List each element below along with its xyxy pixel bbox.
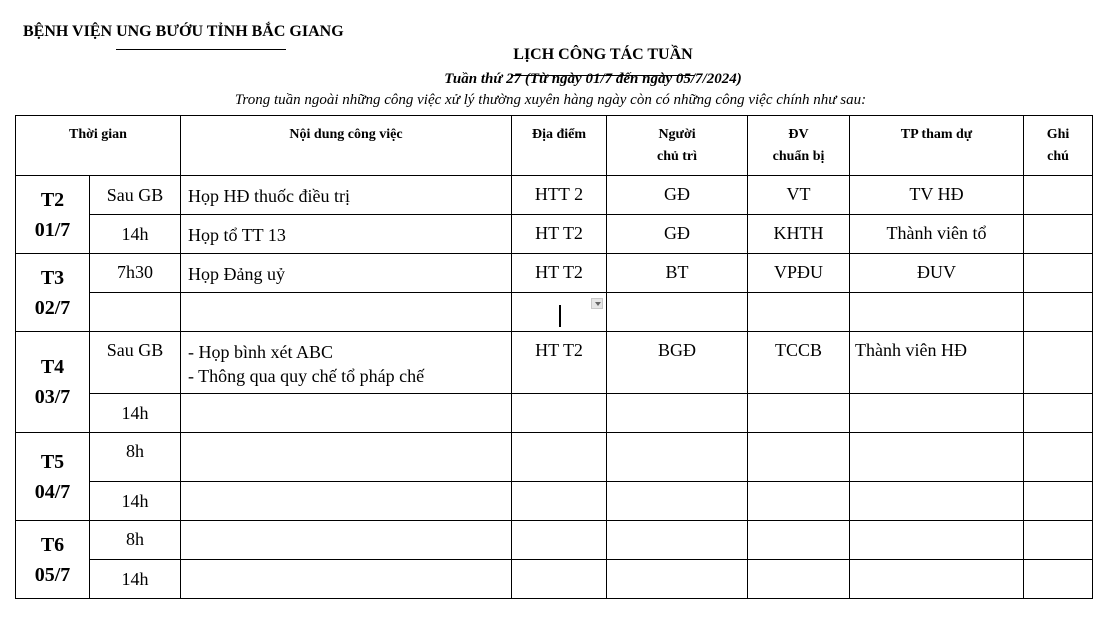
attendees-cell[interactable] [850, 293, 1024, 332]
content-cell[interactable]: Họp tổ TT 13 [181, 215, 512, 254]
intro-text: Trong tuần ngoài những công việc xử lý thường xuyên hàng ngày còn có những công việc chính như sau: [234, 92, 867, 108]
header-row [16, 116, 1093, 176]
note-cell[interactable] [1024, 560, 1093, 599]
table-row [16, 254, 1093, 293]
day-cell [16, 176, 90, 254]
header-attendees: TP tham dự [850, 116, 1024, 176]
table-row [16, 332, 1093, 394]
day-cell [16, 521, 90, 599]
time-cell[interactable]: 14h [90, 482, 181, 521]
time-cell[interactable]: 7h30 [90, 254, 181, 293]
content-cell[interactable]: Họp HĐ thuốc điều trị [181, 176, 512, 215]
prep-cell[interactable] [748, 560, 850, 599]
dropdown-arrow-icon[interactable] [591, 298, 603, 309]
note-cell[interactable] [1024, 433, 1093, 482]
day-label: T5 [40, 450, 65, 473]
location-cell[interactable]: HTT 2 [512, 176, 607, 215]
attendees-cell[interactable] [850, 521, 1024, 560]
time-cell[interactable]: Sau GB [90, 332, 181, 394]
table-row [16, 293, 1093, 332]
time-cell[interactable]: 8h [90, 521, 181, 560]
note-cell[interactable] [1024, 293, 1093, 332]
content-cell[interactable] [181, 293, 512, 332]
time-cell[interactable] [90, 293, 181, 332]
prep-cell[interactable]: TCCB [748, 332, 850, 394]
content-cell[interactable] [181, 560, 512, 599]
table-row [16, 176, 1093, 215]
prep-cell[interactable] [748, 394, 850, 433]
attendees-cell[interactable] [850, 560, 1024, 599]
note-cell[interactable] [1024, 332, 1093, 394]
week-subtitle: Tuần thứ 27 (Từ ngày 01/7 đến ngày 05/7/2024) [444, 71, 742, 87]
prep-cell[interactable] [748, 293, 850, 332]
content-cell[interactable] [181, 482, 512, 521]
header-host-line2: chủ trì [656, 149, 698, 164]
host-cell[interactable]: BT [607, 254, 748, 293]
content-line: - Thông qua quy chế tổ pháp chế [188, 366, 425, 386]
content-cell[interactable] [181, 433, 512, 482]
note-cell[interactable] [1024, 521, 1093, 560]
host-cell[interactable] [607, 394, 748, 433]
header-location: Địa điểm [512, 116, 607, 176]
note-cell[interactable] [1024, 394, 1093, 433]
schedule-table [15, 115, 1093, 599]
header-content: Nội dung công việc [181, 116, 512, 176]
day-date: 05/7 [34, 563, 71, 586]
content-cell[interactable] [181, 332, 512, 394]
host-cell[interactable] [607, 560, 748, 599]
attendees-cell[interactable]: Thành viên tổ [850, 215, 1024, 254]
day-date: 02/7 [34, 296, 71, 319]
time-cell[interactable]: Sau GB [90, 176, 181, 215]
location-cell[interactable] [512, 433, 607, 482]
host-cell[interactable] [607, 482, 748, 521]
note-cell[interactable] [1024, 254, 1093, 293]
note-cell[interactable] [1024, 482, 1093, 521]
content-cell[interactable] [181, 521, 512, 560]
header-prep [748, 116, 850, 176]
day-cell [16, 332, 90, 433]
content-cell[interactable]: Họp Đảng uỷ [181, 254, 512, 293]
header-prep-line1: ĐV [788, 127, 809, 142]
table-row [16, 482, 1093, 521]
table-row [16, 521, 1093, 560]
prep-cell[interactable]: VT [748, 176, 850, 215]
header-note-line1: Ghi [1046, 127, 1070, 142]
location-cell[interactable] [512, 394, 607, 433]
text-cursor-icon [559, 305, 561, 327]
header-note-line2: chú [1047, 149, 1069, 164]
location-cell[interactable] [512, 521, 607, 560]
prep-cell[interactable] [748, 482, 850, 521]
day-date: 03/7 [34, 386, 71, 408]
table-row [16, 433, 1093, 482]
day-date: 04/7 [34, 480, 71, 503]
time-cell[interactable]: 14h [90, 560, 181, 599]
header-host-line1: Người [658, 127, 696, 142]
location-cell[interactable]: HT T2 [512, 332, 607, 394]
day-label: T6 [40, 533, 65, 556]
host-cell[interactable]: GĐ [607, 176, 748, 215]
note-cell[interactable] [1024, 215, 1093, 254]
day-label: T2 [40, 188, 65, 211]
header-time: Thời gian [16, 116, 181, 176]
table-row [16, 394, 1093, 433]
attendees-cell[interactable] [850, 482, 1024, 521]
time-cell[interactable]: 14h [90, 394, 181, 433]
location-cell[interactable]: HT T2 [512, 254, 607, 293]
location-cell[interactable] [512, 482, 607, 521]
host-cell[interactable] [607, 293, 748, 332]
prep-cell[interactable]: KHTH [748, 215, 850, 254]
hospital-name: BỆNH VIỆN UNG BƯỚU TỈNH BẮC GIANG [23, 23, 344, 40]
header-host [607, 116, 748, 176]
prep-cell[interactable] [748, 433, 850, 482]
table-row [16, 215, 1093, 254]
prep-cell[interactable] [748, 521, 850, 560]
attendees-cell[interactable] [850, 433, 1024, 482]
day-cell [16, 433, 90, 521]
attendees-cell[interactable]: Thành viên HĐ [850, 332, 1024, 394]
day-cell [16, 254, 90, 332]
note-cell[interactable] [1024, 176, 1093, 215]
header-prep-line2: chuẩn bị [772, 149, 825, 164]
attendees-cell[interactable]: TV HĐ [850, 176, 1024, 215]
page-title: LỊCH CÔNG TÁC TUẦN [513, 46, 693, 63]
content-cell[interactable] [181, 394, 512, 433]
host-cell[interactable]: GĐ [607, 215, 748, 254]
location-cell[interactable] [512, 560, 607, 599]
attendees-cell[interactable] [850, 394, 1024, 433]
day-date: 01/7 [34, 218, 71, 241]
header-note [1024, 116, 1093, 176]
host-cell[interactable] [607, 433, 748, 482]
time-cell[interactable]: 14h [90, 215, 181, 254]
day-label: T3 [40, 266, 65, 289]
host-cell[interactable]: BGĐ [607, 332, 748, 394]
content-line: - Họp bình xét ABC [188, 342, 334, 362]
prep-cell[interactable]: VPĐU [748, 254, 850, 293]
attendees-cell[interactable]: ĐUV [850, 254, 1024, 293]
host-cell[interactable] [607, 521, 748, 560]
location-cell[interactable]: HT T2 [512, 215, 607, 254]
time-cell[interactable]: 8h [90, 433, 181, 482]
table-row [16, 560, 1093, 599]
day-label: T4 [40, 356, 65, 378]
